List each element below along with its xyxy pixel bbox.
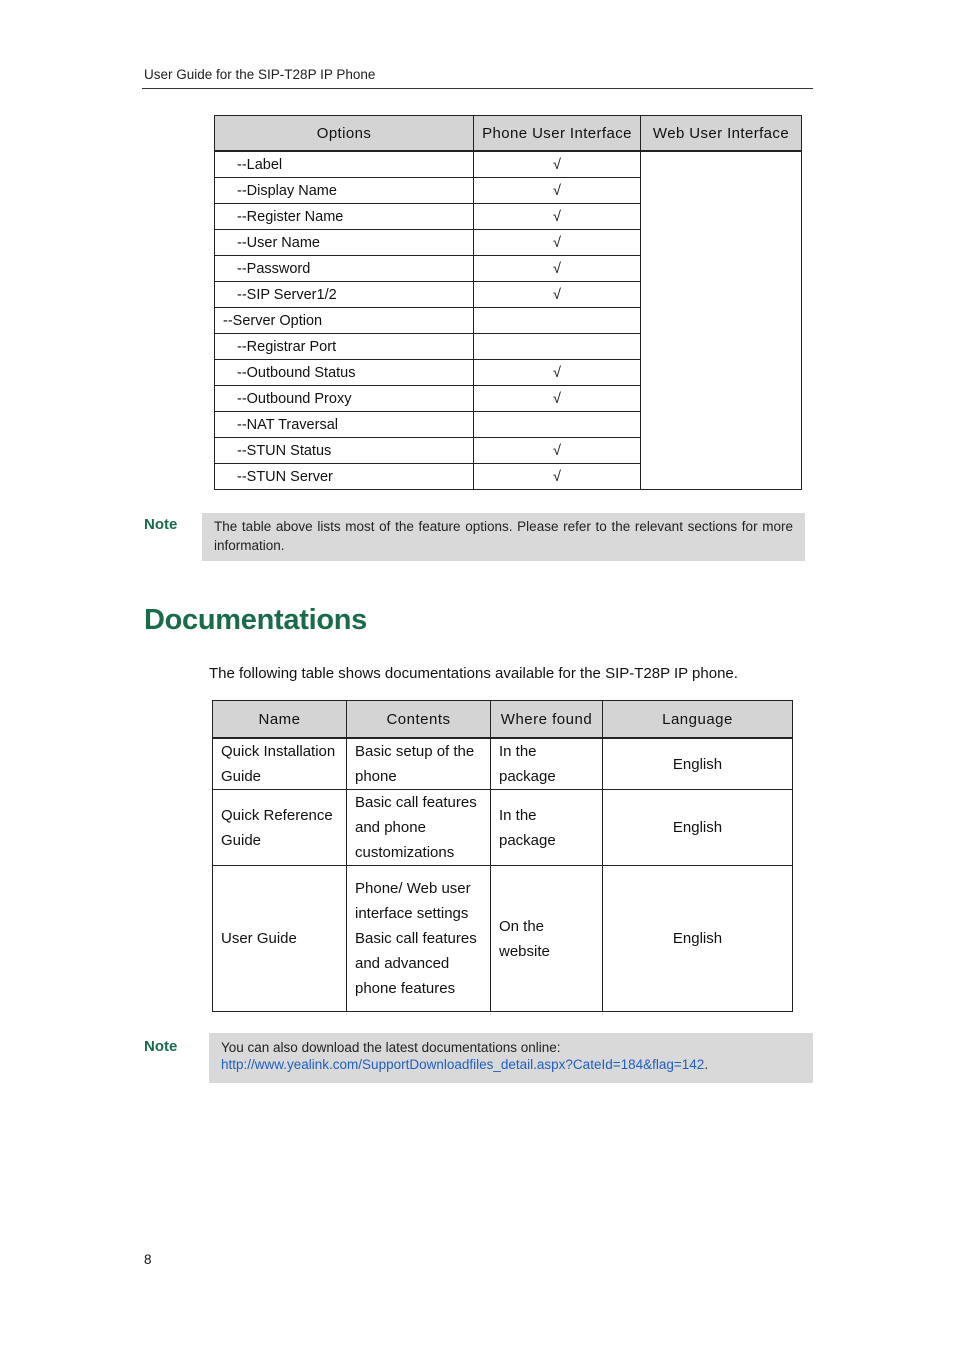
table-row bbox=[213, 738, 793, 790]
doc-contents-line: Basic call features bbox=[355, 930, 477, 947]
table-row bbox=[215, 151, 802, 178]
link-suffix: . bbox=[704, 1057, 709, 1072]
phone-ui-check bbox=[474, 308, 641, 334]
doc-where-found: In the package bbox=[491, 790, 603, 866]
doc-name-line: User Guide bbox=[221, 930, 297, 947]
doc-language: English bbox=[603, 866, 793, 1012]
option-name: --Outbound Proxy bbox=[215, 386, 474, 412]
phone-ui-check: √ bbox=[474, 464, 641, 490]
option-name: --Label bbox=[215, 151, 474, 178]
note-label: Note bbox=[144, 1038, 178, 1055]
table-row bbox=[213, 790, 793, 866]
doc-language: English bbox=[603, 790, 793, 866]
docs-table-body bbox=[213, 738, 793, 1012]
page-number: 8 bbox=[144, 1252, 152, 1267]
note-text: You can also download the latest documentations online: bbox=[221, 1040, 561, 1055]
option-name: --SIP Server1/2 bbox=[215, 282, 474, 308]
doc-name-line: Guide bbox=[221, 831, 262, 849]
doc-contents-line: Basic call features bbox=[355, 794, 477, 811]
doc-contents bbox=[347, 866, 491, 1012]
options-table bbox=[214, 115, 802, 490]
option-name: --NAT Traversal bbox=[215, 412, 474, 438]
doc-language: English bbox=[603, 738, 793, 790]
doc-contents bbox=[347, 738, 491, 790]
header-rule bbox=[142, 88, 813, 89]
phone-ui-check: √ bbox=[474, 282, 641, 308]
option-name: --Registrar Port bbox=[215, 334, 474, 360]
phone-ui-check: √ bbox=[474, 438, 641, 464]
doc-name bbox=[213, 738, 347, 790]
doc-name bbox=[213, 866, 347, 1012]
table-row bbox=[213, 866, 793, 1012]
doc-contents-line: Basic setup of the bbox=[355, 743, 475, 760]
doc-where-found: In the package bbox=[491, 738, 603, 790]
doc-name bbox=[213, 790, 347, 866]
phone-ui-check: √ bbox=[474, 151, 641, 178]
doc-name-line: Quick Reference bbox=[221, 806, 333, 824]
intro-paragraph: The following table shows documentations available for the SIP-T28P IP phone. bbox=[209, 665, 738, 682]
option-name: --Server Option bbox=[215, 308, 474, 334]
doc-contents-line: Phone/ Web user bbox=[355, 880, 471, 897]
phone-ui-check: √ bbox=[474, 178, 641, 204]
option-name: --Outbound Status bbox=[215, 360, 474, 386]
doc-contents-line: phone features bbox=[355, 980, 456, 997]
header-contents: Contents bbox=[347, 701, 491, 739]
note-box bbox=[202, 513, 805, 561]
phone-ui-check: √ bbox=[474, 360, 641, 386]
phone-ui-check: √ bbox=[474, 230, 641, 256]
header-language: Language bbox=[603, 701, 793, 739]
web-ui-cell bbox=[641, 151, 802, 490]
phone-ui-check: √ bbox=[474, 256, 641, 282]
phone-ui-check bbox=[474, 334, 641, 360]
option-name: --Display Name bbox=[215, 178, 474, 204]
documentations-table bbox=[212, 700, 793, 1012]
header-options: Options bbox=[215, 116, 474, 152]
note-text: The table above lists most of the feature options. Please refer to the relevant sections for more information. bbox=[214, 519, 793, 553]
options-table-header-row bbox=[215, 116, 802, 152]
option-name: --Register Name bbox=[215, 204, 474, 230]
option-name: --STUN Server bbox=[215, 464, 474, 490]
doc-contents bbox=[347, 790, 491, 866]
doc-contents-line: and advanced bbox=[355, 955, 450, 972]
running-header: User Guide for the SIP-T28P IP Phone bbox=[144, 67, 376, 82]
option-name: --STUN Status bbox=[215, 438, 474, 464]
doc-contents-line: and phone bbox=[355, 819, 426, 836]
doc-contents-line: interface settings bbox=[355, 905, 469, 922]
header-name: Name bbox=[213, 701, 347, 739]
docs-table-header-row bbox=[213, 701, 793, 739]
option-name: --User Name bbox=[215, 230, 474, 256]
phone-ui-check bbox=[474, 412, 641, 438]
phone-ui-check: √ bbox=[474, 204, 641, 230]
doc-name-line: Quick Installation bbox=[221, 743, 336, 760]
note-label: Note bbox=[144, 516, 178, 533]
doc-contents-line: phone bbox=[355, 768, 397, 785]
download-link[interactable]: http://www.yealink.com/SupportDownloadfiles_detail.aspx?CateId=184&flag=142 bbox=[221, 1057, 705, 1072]
phone-ui-check: √ bbox=[474, 386, 641, 412]
header-where-found: Where found bbox=[491, 701, 603, 739]
doc-where-found: On the website bbox=[491, 866, 603, 1012]
header-web-ui: Web User Interface bbox=[641, 116, 802, 152]
doc-name-line: Guide bbox=[221, 768, 262, 785]
doc-contents-line: customizations bbox=[355, 844, 455, 861]
header-phone-ui: Phone User Interface bbox=[474, 116, 641, 152]
note-box bbox=[209, 1033, 813, 1083]
option-name: --Password bbox=[215, 256, 474, 282]
options-table-body bbox=[215, 151, 802, 490]
section-title: Documentations bbox=[144, 604, 367, 636]
